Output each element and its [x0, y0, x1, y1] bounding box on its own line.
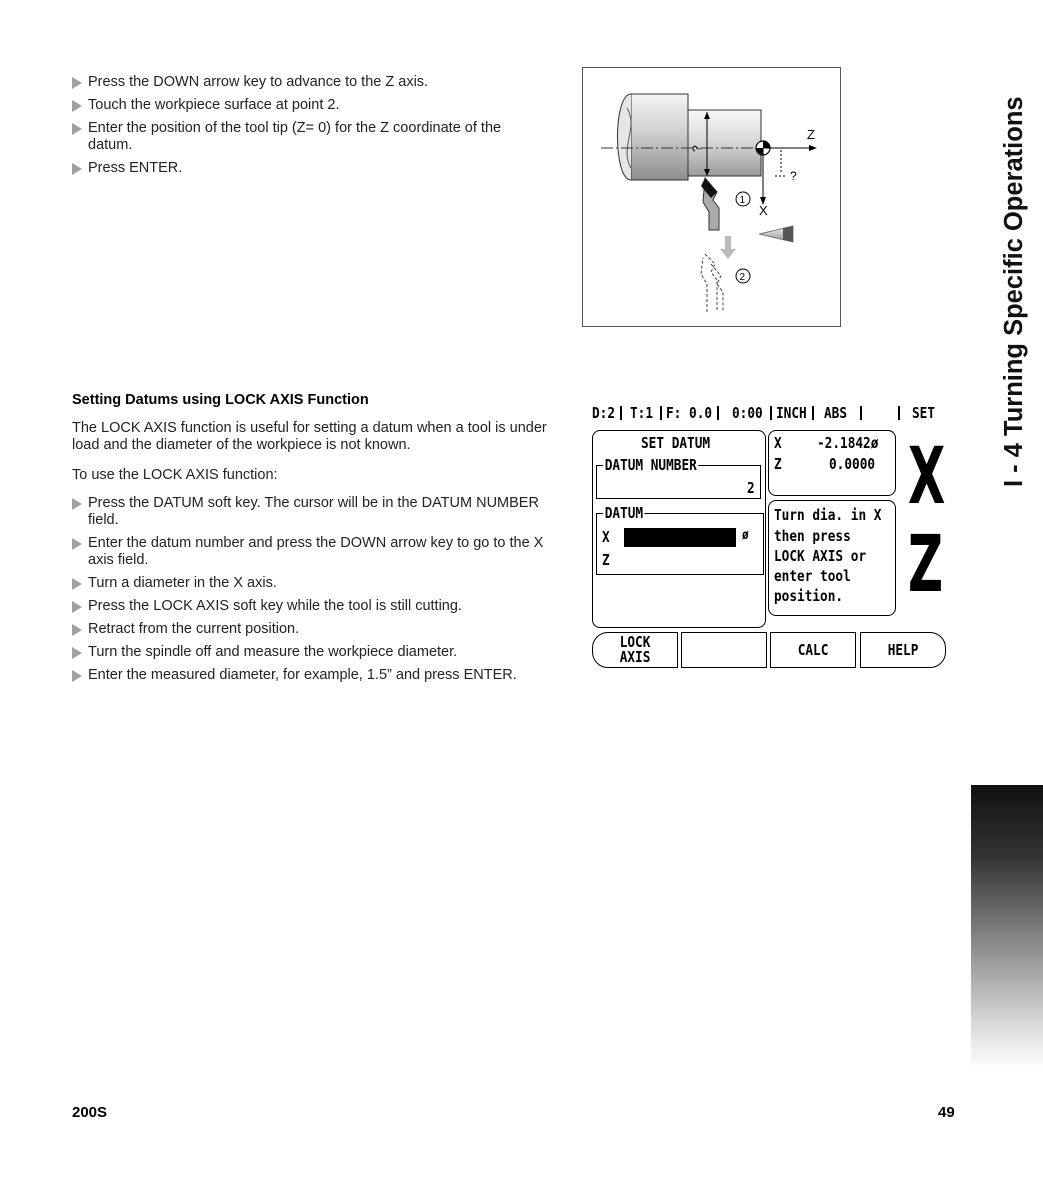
lock-axis-steps-list: [72, 495, 562, 690]
figure-question-diameter: ?: [690, 145, 704, 152]
bullet-triangle-icon: [72, 624, 82, 636]
figure-question-offset: ?: [790, 169, 797, 183]
step-item: Enter the datum number and press the DOWN arrow key to go to the X axis field.: [72, 535, 562, 569]
datum-legend: DATUM: [604, 504, 644, 522]
help-line: then press: [774, 527, 851, 545]
dro-screen: [590, 400, 950, 675]
bullet-triangle-icon: [72, 163, 82, 175]
step-item: Turn a diameter in the X axis.: [72, 575, 562, 592]
form-title: SET DATUM: [641, 434, 711, 452]
help-softkey[interactable]: HELP: [860, 632, 946, 668]
bullet-triangle-icon: [72, 123, 82, 135]
step-item: Press the LOCK AXIS soft key while the tool is still cutting.: [72, 598, 562, 615]
bullet-triangle-icon: [72, 538, 82, 550]
help-line: Turn dia. in X: [774, 506, 882, 524]
bullet-triangle-icon: [72, 670, 82, 682]
help-line: position.: [774, 587, 844, 605]
readout-z-label: Z: [774, 455, 782, 473]
footer-model: 200S: [72, 1104, 108, 1121]
step-item: Enter the position of the tool tip (Z= 0) for the Z coordinate of the datum.: [72, 120, 542, 154]
turning-illustration: [582, 67, 841, 327]
field-z-label: Z: [602, 551, 610, 569]
section-heading: Setting Datums using LOCK AXIS Function: [72, 392, 369, 408]
calc-softkey[interactable]: CALC: [770, 632, 856, 668]
step-item: Turn the spindle off and measure the workpiece diameter.: [72, 644, 562, 661]
lathe-diagram: [583, 68, 840, 326]
step-item: Press the DATUM soft key. The cursor will be in the DATUM NUMBER field.: [72, 495, 562, 529]
readout-z-value: 0.0000: [829, 455, 876, 473]
datum-number-value: 2: [746, 479, 755, 497]
step-item: Press ENTER.: [72, 160, 542, 177]
position-readout: [768, 430, 896, 496]
status-mode: ABS: [824, 404, 848, 422]
status-set: SET: [912, 404, 936, 422]
step-item: Touch the workpiece surface at point 2.: [72, 97, 542, 114]
bullet-triangle-icon: [72, 77, 82, 89]
field-x-diameter-icon: ø: [742, 528, 749, 543]
step-item: Enter the measured diameter, for example, 1.5” and press ENTER.: [72, 667, 562, 684]
status-feed: F: 0.0: [666, 404, 713, 422]
status-datum: D:2: [592, 404, 616, 422]
big-axis-x[interactable]: X: [908, 432, 946, 522]
datum-number-legend: DATUM NUMBER: [604, 456, 697, 474]
status-bar: [592, 404, 942, 424]
intro-paragraph-2: To use the LOCK AXIS function:: [72, 467, 278, 483]
figure-axis-z-label: Z: [807, 127, 815, 142]
bullet-triangle-icon: [72, 498, 82, 510]
figure-axis-x-label: X: [759, 203, 768, 218]
field-x-label: X: [602, 528, 610, 546]
top-steps-list: [72, 74, 542, 183]
step-item: Press the DOWN arrow key to advance to the Z axis.: [72, 74, 542, 91]
status-tool: T:1: [630, 404, 654, 422]
step-item: Retract from the current position.: [72, 621, 562, 638]
help-line: LOCK AXIS or: [774, 547, 867, 565]
set-datum-form: [592, 430, 766, 628]
figure-point-1: 1: [739, 195, 746, 206]
intro-paragraph: The LOCK AXIS function is useful for setting a datum when a tool is under load and the diameter of the workpiece is not known.: [72, 420, 547, 453]
figure-point-2: 2: [739, 272, 746, 283]
help-panel: [768, 500, 896, 616]
bullet-triangle-icon: [72, 601, 82, 613]
blank-softkey[interactable]: [681, 632, 767, 668]
lock-axis-softkey[interactable]: LOCK AXIS: [592, 632, 678, 668]
datum-number-field[interactable]: [596, 456, 761, 499]
big-axis-z[interactable]: Z: [908, 520, 944, 610]
footer-page-number: 49: [938, 1104, 955, 1121]
readout-x-label: X: [774, 434, 782, 452]
bullet-triangle-icon: [72, 578, 82, 590]
field-x-input[interactable]: [624, 528, 736, 547]
bullet-triangle-icon: [72, 100, 82, 112]
chapter-tab: [971, 785, 1043, 1070]
bullet-triangle-icon: [72, 647, 82, 659]
readout-x-value: -2.1842ø: [817, 434, 879, 452]
status-units: INCH: [776, 404, 807, 422]
help-line: enter tool: [774, 567, 851, 585]
datum-group: [596, 504, 764, 575]
section-side-title: I - 4 Turning Specific Operations: [1000, 96, 1028, 487]
status-time: 0:00: [732, 404, 763, 422]
